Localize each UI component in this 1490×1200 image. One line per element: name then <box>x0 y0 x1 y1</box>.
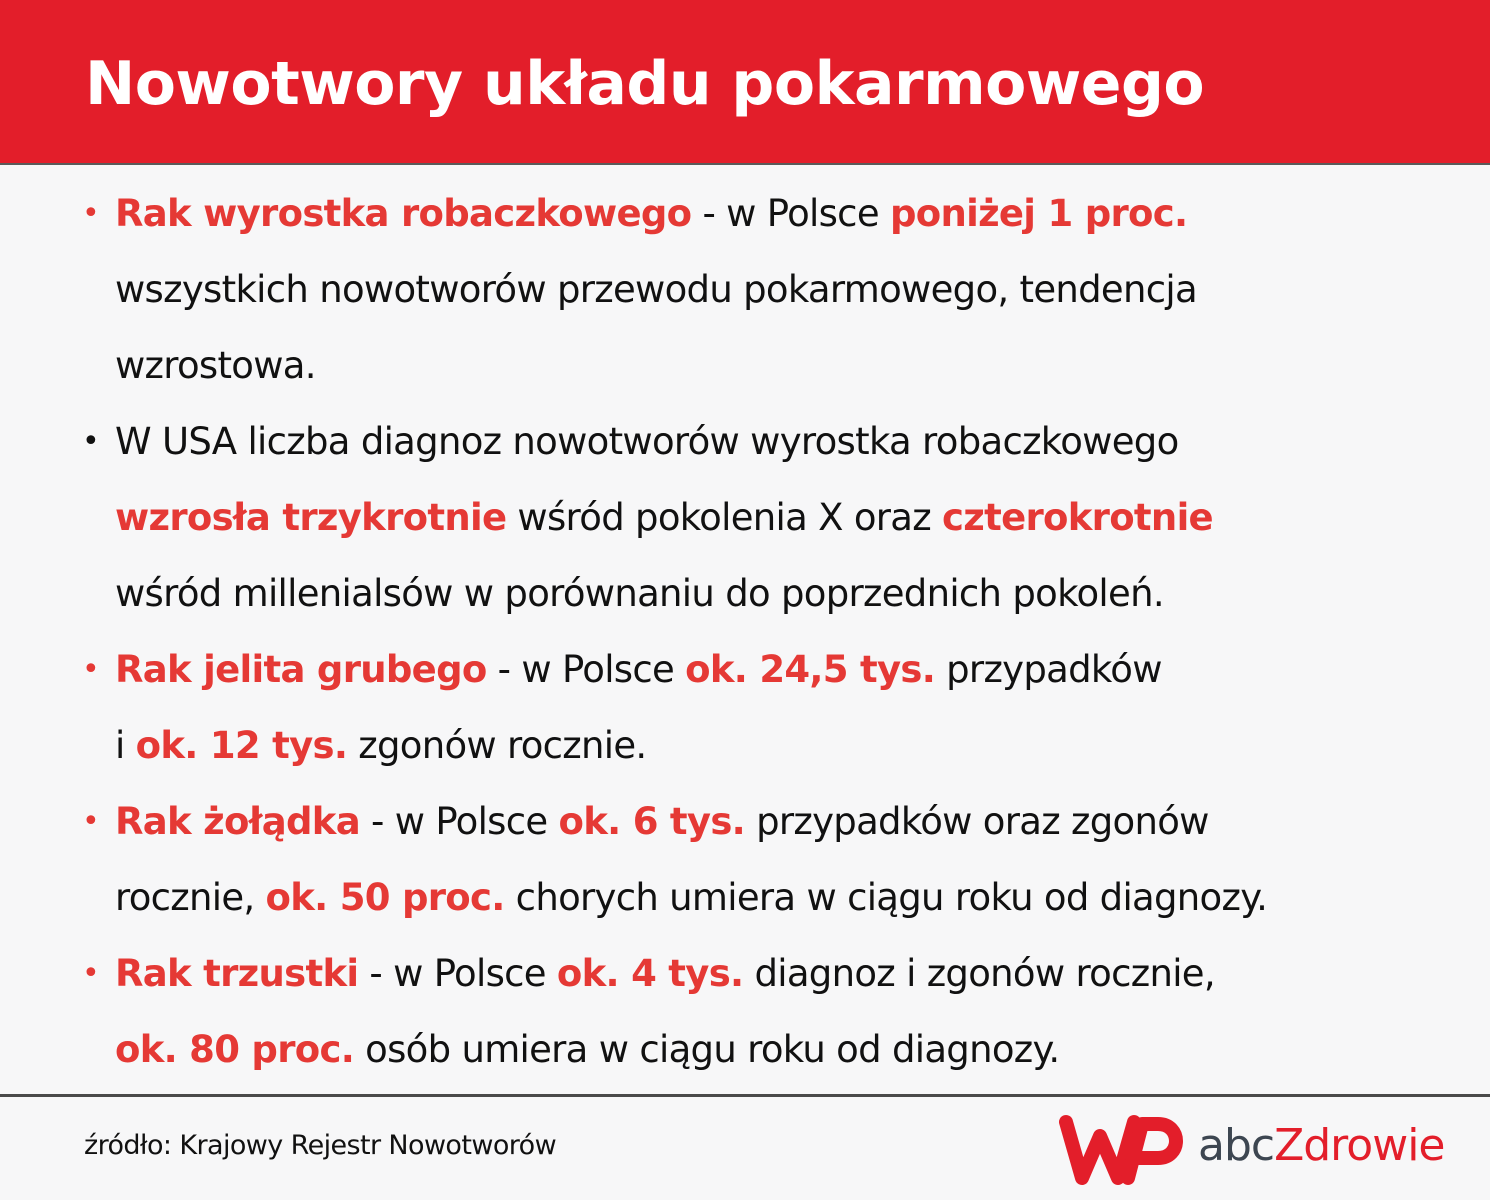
body-text: diagnoz i zgonów rocznie, <box>743 952 1215 995</box>
text-line <box>115 404 1463 480</box>
text-line <box>115 784 1463 860</box>
highlight-text: ok. 80 proc. <box>115 1028 355 1071</box>
bullet-icon: • <box>82 956 99 991</box>
text-line <box>115 328 1463 404</box>
bullet-icon: • <box>82 804 99 839</box>
bullet-icon: • <box>82 424 99 459</box>
highlight-text: Rak żołądka <box>115 800 360 843</box>
body-text: wzrostowa. <box>115 344 316 387</box>
body-text: przypadków oraz zgonów <box>745 800 1209 843</box>
text-line <box>115 632 1463 708</box>
list-item <box>78 784 1463 936</box>
highlight-text: Rak jelita grubego <box>115 648 487 691</box>
body-text: - w Polsce <box>358 952 557 995</box>
body-text: i <box>115 724 136 767</box>
abczdrowie-logo <box>1058 1112 1458 1188</box>
body-text: - w Polsce <box>486 648 686 691</box>
list-item <box>78 176 1463 404</box>
text-line <box>115 252 1463 328</box>
list-item <box>78 936 1463 1088</box>
bullet-icon: • <box>82 196 99 231</box>
highlight-text: poniżej 1 proc. <box>889 192 1188 235</box>
body-text: wśród pokolenia X oraz <box>506 496 943 539</box>
source-note: źródło: Krajowy Rejestr Nowotworów <box>84 1130 557 1161</box>
body-text: - w Polsce <box>359 800 559 843</box>
footer-divider <box>0 1094 1490 1097</box>
body-text: osób umiera w ciągu roku od diagnozy. <box>354 1028 1060 1071</box>
logo-abc-text: abc <box>1198 1120 1275 1171</box>
highlight-text: ok. 50 proc. <box>265 876 505 919</box>
body-text: wszystkich nowotworów przewodu pokarmowego, tendencja <box>115 268 1197 311</box>
highlight-text: ok. 6 tys. <box>558 800 746 843</box>
logo-wordmark <box>1198 1118 1445 1174</box>
body-text: wśród millenialsów w porównaniu do poprzednich pokoleń. <box>115 572 1164 615</box>
highlight-text: ok. 4 tys. <box>556 952 744 995</box>
highlight-text: ok. 12 tys. <box>135 724 348 767</box>
text-line <box>115 176 1463 252</box>
highlight-text: wzrosła trzykrotnie <box>115 496 507 539</box>
bullet-icon: • <box>82 652 99 687</box>
body-text: W USA liczba diagnoz nowotworów wyrostka robaczkowego <box>115 420 1179 463</box>
list-item <box>78 404 1463 632</box>
highlight-text: Rak trzustki <box>115 952 359 995</box>
body-text: zgonów rocznie. <box>347 724 647 767</box>
body-text: chorych umiera w ciągu roku od diagnozy. <box>504 876 1268 919</box>
body-text: - w Polsce <box>691 192 890 235</box>
list-item <box>78 632 1463 784</box>
highlight-text: Rak wyrostka robaczkowego <box>115 192 692 235</box>
text-line <box>115 708 1463 784</box>
text-line <box>115 480 1463 556</box>
bullet-list <box>78 176 1463 1088</box>
text-line <box>115 936 1463 1012</box>
wp-logo-icon <box>1058 1112 1188 1188</box>
text-line <box>115 1012 1463 1088</box>
text-line <box>115 860 1463 936</box>
body-text: przypadków <box>935 648 1162 691</box>
header-bar <box>0 0 1490 165</box>
highlight-text: czterokrotnie <box>942 496 1213 539</box>
highlight-text: ok. 24,5 tys. <box>685 648 936 691</box>
logo-zdrowie-text: Zdrowie <box>1274 1120 1445 1171</box>
text-line <box>115 556 1463 632</box>
page-title: Nowotwory układu pokarmowego <box>85 49 1205 119</box>
body-text: rocznie, <box>115 876 266 919</box>
